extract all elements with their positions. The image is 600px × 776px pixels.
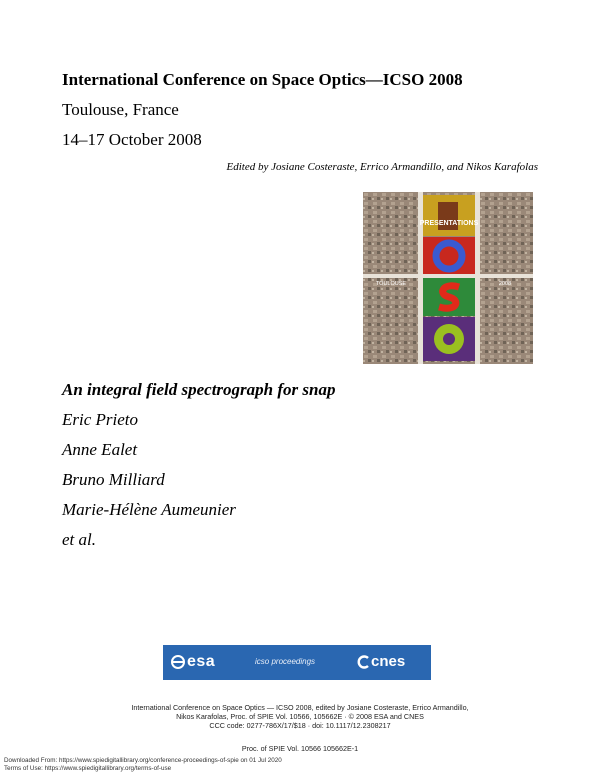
author-2: Anne Ealet xyxy=(62,440,138,459)
conference-dates: 14–17 October 2008 xyxy=(62,130,202,149)
logo-presentations-text: PRESENTATIONS xyxy=(419,220,479,227)
proceedings-banner xyxy=(163,645,431,680)
logo-year-text: 2008 xyxy=(498,281,512,287)
cnes-logo-icon xyxy=(357,655,371,669)
citation-line-3: CCC code: 0277-786X/17/$18 · doi: 10.1117/12.2308217 xyxy=(209,721,391,730)
author-4: Marie-Hélène Aumeunier xyxy=(62,500,236,519)
esa-logo-icon xyxy=(171,654,185,670)
author-etal: et al. xyxy=(62,530,96,549)
esa-label: esa xyxy=(187,653,216,670)
citation-line-1: International Conference on Space Optics — ICSO 2008, edited by Josiane Costeraste, Errico Armandillo, xyxy=(131,703,469,712)
icso-logo-image xyxy=(363,192,533,364)
paper-title: An integral field spectrograph for snap xyxy=(62,380,336,399)
conference-location: Toulouse, France xyxy=(62,100,179,119)
terms-of-use: Terms of Use: https://www.spiedigitallibrary.org/terms-of-use xyxy=(4,765,172,772)
editors-line: Edited by Josiane Costeraste, Errico Armandillo, and Nikos Karafolas xyxy=(226,161,538,173)
citation-line-2: Nikos Karafolas, Proc. of SPIE Vol. 10566, 105662E · © 2008 ESA and CNES xyxy=(176,712,424,721)
logo-toulouse-text: TOULOUSE xyxy=(375,281,407,287)
author-1: Eric Prieto xyxy=(62,410,139,429)
conference-title: International Conference on Space Optics—ICSO 2008 xyxy=(62,70,463,89)
icso-proceedings-label: icso proceedings xyxy=(255,657,316,666)
author-3: Bruno Milliard xyxy=(62,470,165,489)
download-notice: Downloaded From: https://www.spiedigitallibrary.org/conference-proceedings-of-spie on 01 Jul 2020 xyxy=(4,757,282,764)
page-reference: Proc. of SPIE Vol. 10566 105662E-1 xyxy=(241,744,359,753)
cnes-label: cnes xyxy=(371,653,406,670)
